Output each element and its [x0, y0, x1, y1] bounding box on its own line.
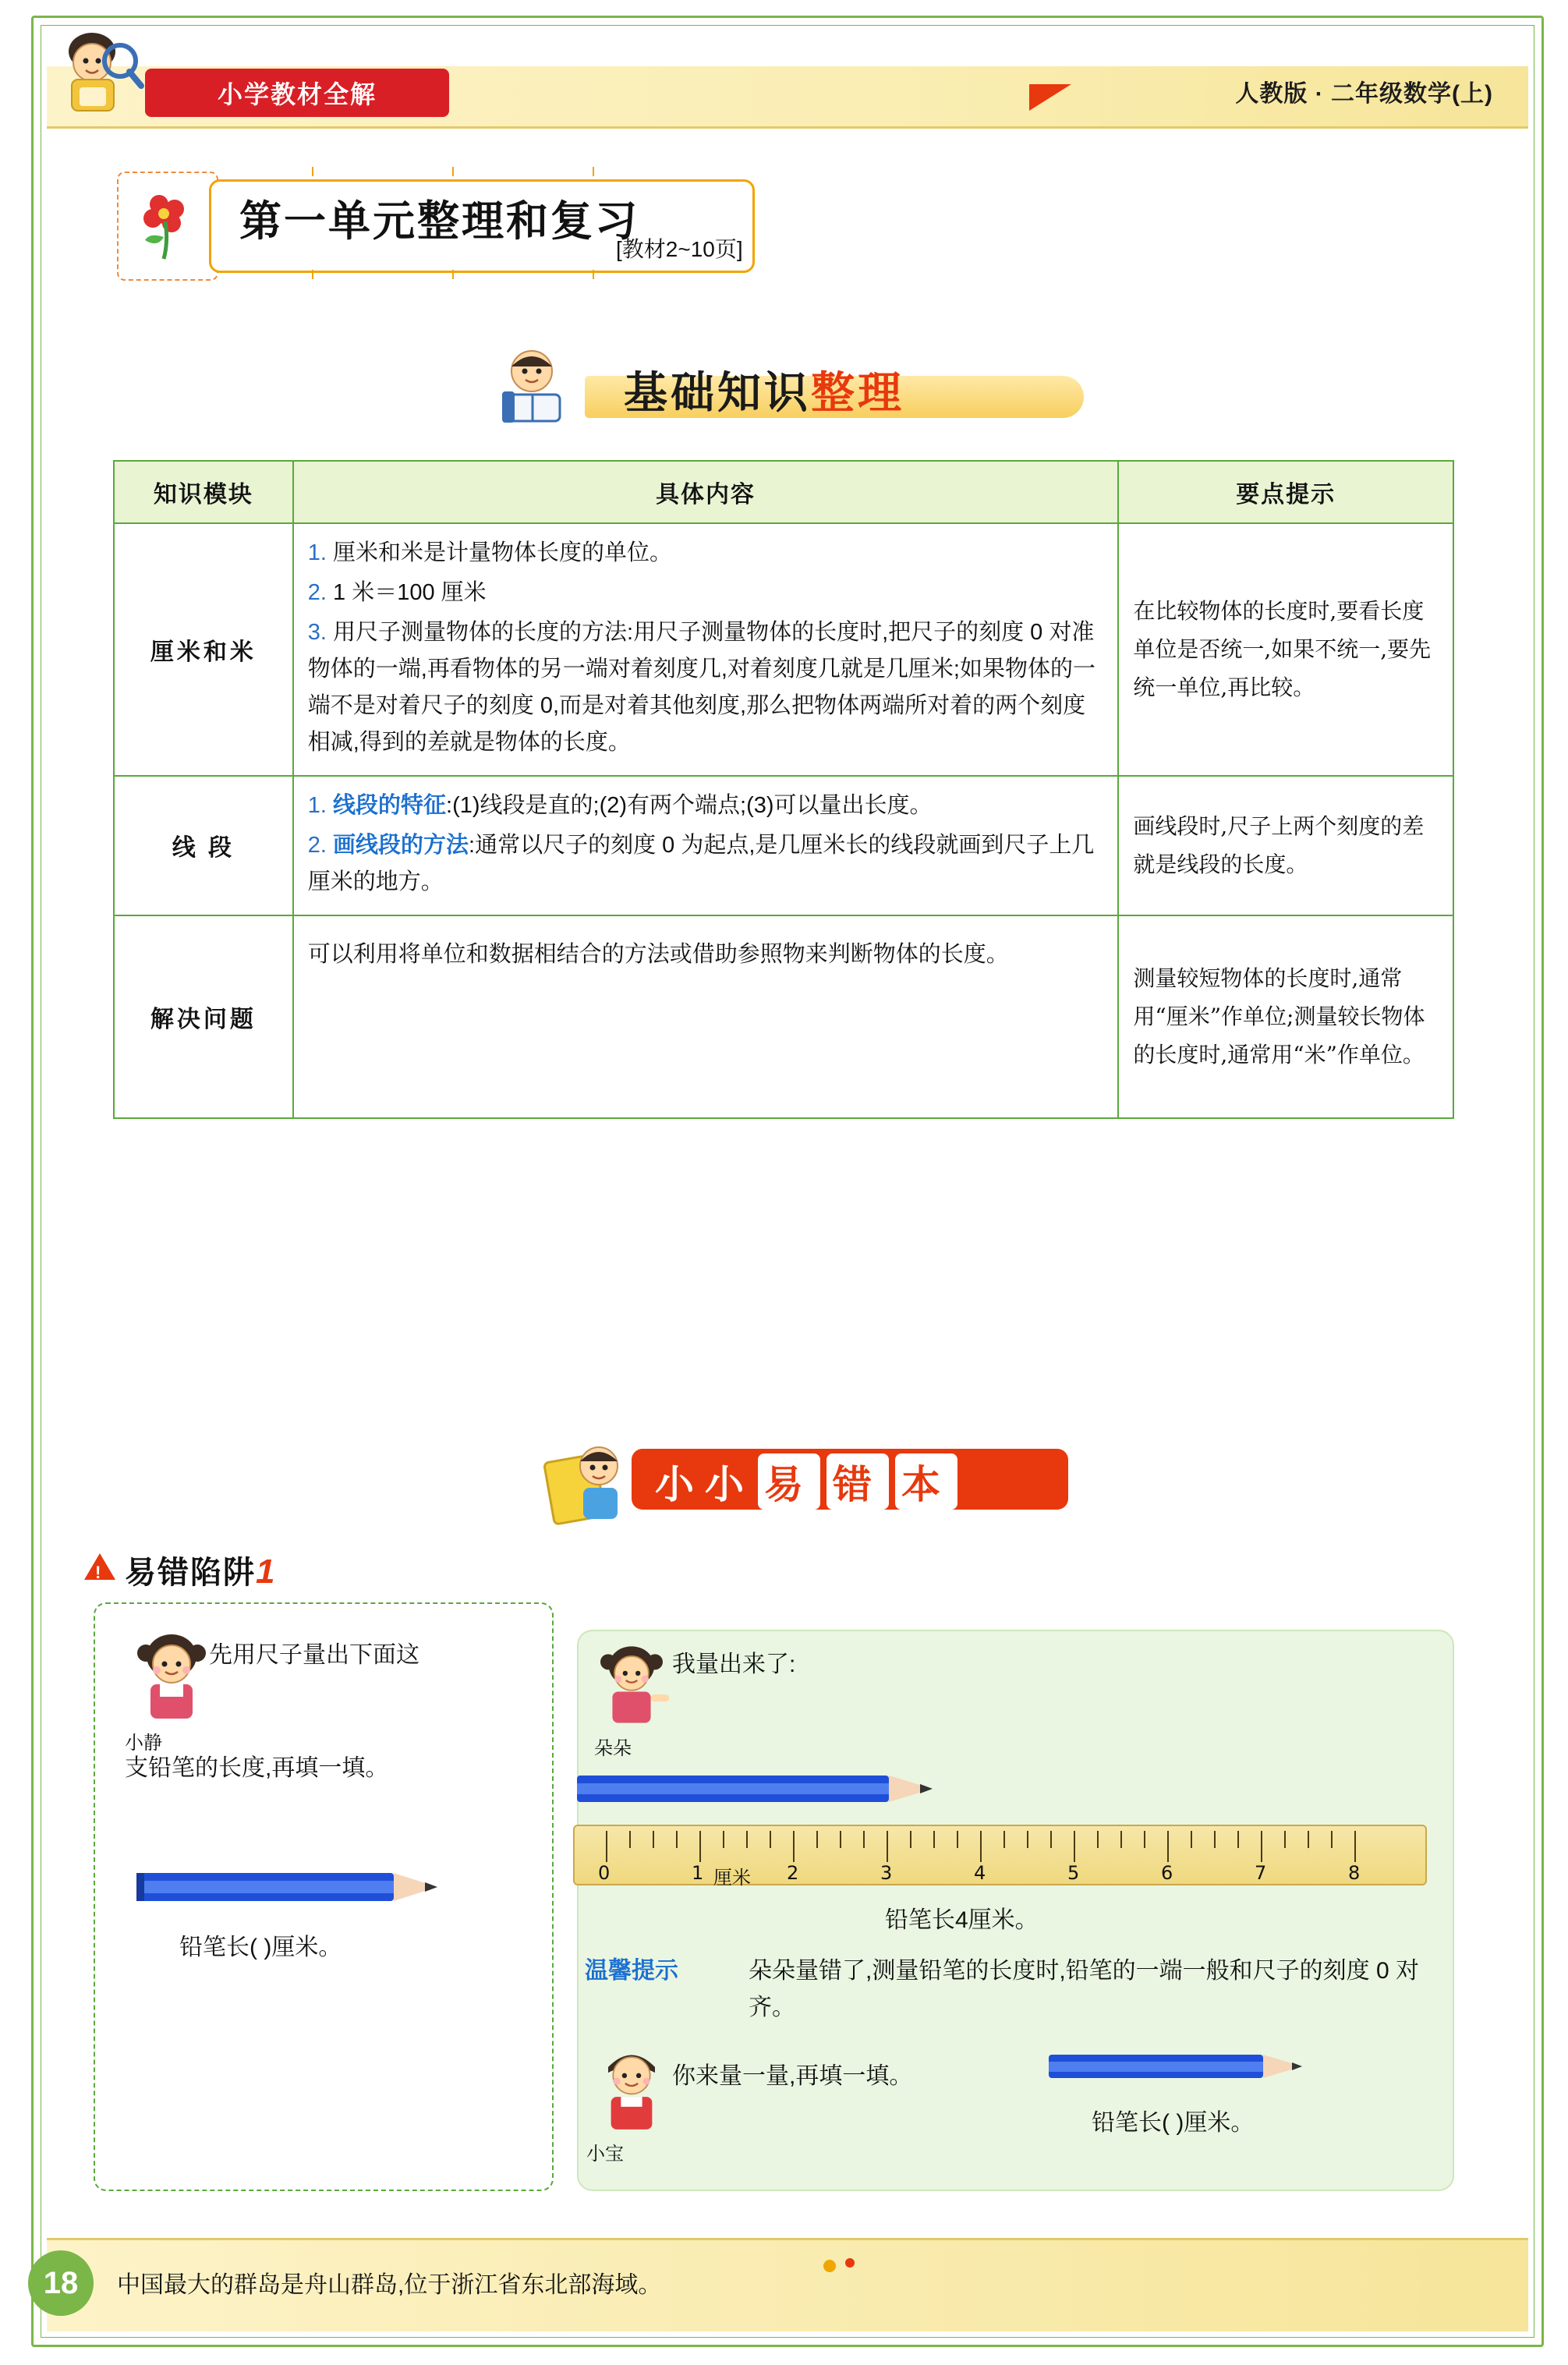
trap-number: 1	[256, 1552, 277, 1591]
girl-xiaojing-icon	[129, 1630, 214, 1731]
row-module-name: 厘米和米	[114, 523, 293, 776]
ruler-label: 5	[1067, 1862, 1080, 1884]
table-header-row	[114, 461, 1453, 523]
table-row	[114, 776, 1453, 915]
ruler-label: 1	[692, 1862, 704, 1884]
ruler-label: 8	[1348, 1862, 1361, 1884]
trap-right-answer-label: 铅笔长( )厘米。	[1092, 2110, 1255, 2136]
unit-title-group	[117, 172, 772, 296]
duoduo-speech: 我量出来了:	[672, 1652, 796, 1677]
pencil-graphic-right	[577, 1766, 982, 1813]
trap-left-answer-label: 铅笔长( )厘米。	[179, 1935, 342, 1960]
unit-page-range: [教材2~10页]	[616, 237, 743, 261]
page-number: 18	[28, 2250, 94, 2316]
row-content: 1. 厘米和米是计量物体长度的单位。 2. 1 米＝100 厘米 3. 用尺子测量物体的长度的方法:用尺子测量物体的长度时,把尺子的刻度 0 对准物体的一端,再看物体的另一端对着刻度几,对着刻度几就是几厘米;如果物体的一端不是对着尺子的刻度 0,而是对着其他刻度,那么把物体两端所对着的两个刻度相减,得到的差就是物体的长度。	[293, 523, 1119, 776]
book-title: 人教版 · 二年级数学(上)	[1235, 81, 1493, 107]
table-row	[114, 523, 1453, 776]
speaker-name-xiaojing: 小静	[125, 1733, 162, 1754]
row-tip: 画线段时,尺子上两个刻度的差就是线段的长度。	[1118, 776, 1453, 915]
pencil-graphic-bottom	[1049, 2047, 1329, 2089]
row-tip: 测量较短物体的长度时,通常用“厘米”作单位;测量较长物体的长度时,通常用“米”作单位。	[1118, 915, 1453, 1118]
speaker-name-xiaobao: 小宝	[586, 2144, 624, 2165]
brand-logo	[51, 31, 377, 117]
warning-exclamation-icon: !	[95, 1563, 101, 1582]
trap-title	[125, 1548, 276, 1592]
section-banner-mistakes	[538, 1427, 1099, 1536]
brand-logo-label: 小学教材全解	[145, 69, 449, 117]
unit-title-text: 第一单元整理和复习	[239, 196, 639, 246]
banner-char-chip: 错	[826, 1453, 889, 1510]
mistakes-banner-label	[655, 1453, 961, 1510]
col-header-content: 具体内容	[293, 461, 1119, 523]
banner-arrow-icon	[1029, 84, 1071, 111]
ruler-label: 0	[598, 1862, 611, 1884]
row-module-name: 解决问题	[114, 915, 293, 1118]
measure-result-text: 铅笔长4厘米。	[885, 1907, 1039, 1933]
ruler-label: 2	[787, 1862, 799, 1884]
unit-title-flower-box	[117, 172, 218, 281]
trap-title-label: 易错陷阱	[125, 1556, 256, 1590]
banner-char-chip: 易	[758, 1453, 820, 1510]
banner-label-highlight: 整理	[811, 368, 904, 419]
xiaobao-speech: 你来量一量,再填一填。	[672, 2063, 913, 2089]
row-tip: 在比较物体的长度时,要看长度单位是否统一,如果不统一,要先统一单位,再比较。	[1118, 523, 1453, 776]
section-banner-basics	[483, 327, 1131, 444]
row-module-name: 线 段	[114, 776, 293, 915]
footer-dots-icon	[819, 2253, 881, 2277]
speaker-name-duoduo: 朵朵	[594, 1738, 632, 1759]
ruler-label: 3	[880, 1862, 893, 1884]
banner-char: 小	[655, 1462, 705, 1507]
section-banner-label	[624, 359, 904, 421]
knowledge-table	[113, 460, 1454, 1119]
student-mascot-icon	[51, 31, 145, 117]
banner-char: 小	[705, 1462, 755, 1507]
boy-xiaobao-icon	[593, 2039, 671, 2140]
row-content: 可以利用将单位和数据相结合的方法或借助参照物来判断物体的长度。	[293, 915, 1119, 1118]
table-row	[114, 915, 1453, 1118]
col-header-module: 知识模块	[114, 461, 293, 523]
footer-note: 中国最大的群岛是舟山群岛,位于浙江省东北部海域。	[117, 2272, 662, 2298]
ruler-unit-label: 厘米	[713, 1867, 751, 1889]
col-header-tips: 要点提示	[1118, 461, 1453, 523]
row-content: 1. 线段的特征:(1)线段是直的;(2)有两个端点;(3)可以量出长度。 2. 画线段的方法:通常以尺子的刻度 0 为起点,是几厘米长的线段就画到尺子上几厘米的地方。	[293, 776, 1119, 915]
ruler-label: 7	[1255, 1862, 1267, 1884]
banner-label-normal: 基础知识	[624, 368, 811, 419]
flower-icon	[136, 192, 204, 264]
trap-left-question-line2: 支铅笔的长度,再填一填。	[125, 1755, 389, 1781]
ruler-label: 4	[974, 1862, 986, 1884]
tip-label: 温馨提示	[585, 1958, 678, 1984]
trap-left-question-line1: 先用尺子量出下面这	[209, 1642, 419, 1668]
ruler-graphic	[573, 1825, 1427, 1889]
banner-char-chip: 本	[895, 1453, 957, 1510]
tip-text: 朵朵量错了,测量铅笔的长度时,铅笔的一端一般和尺子的刻度 0 对齐。	[749, 1958, 1420, 2020]
pencil-graphic-left	[136, 1864, 464, 1910]
ruler-label: 6	[1161, 1862, 1173, 1884]
girl-duoduo-icon	[593, 1641, 671, 1735]
reading-boy-icon	[483, 343, 593, 437]
